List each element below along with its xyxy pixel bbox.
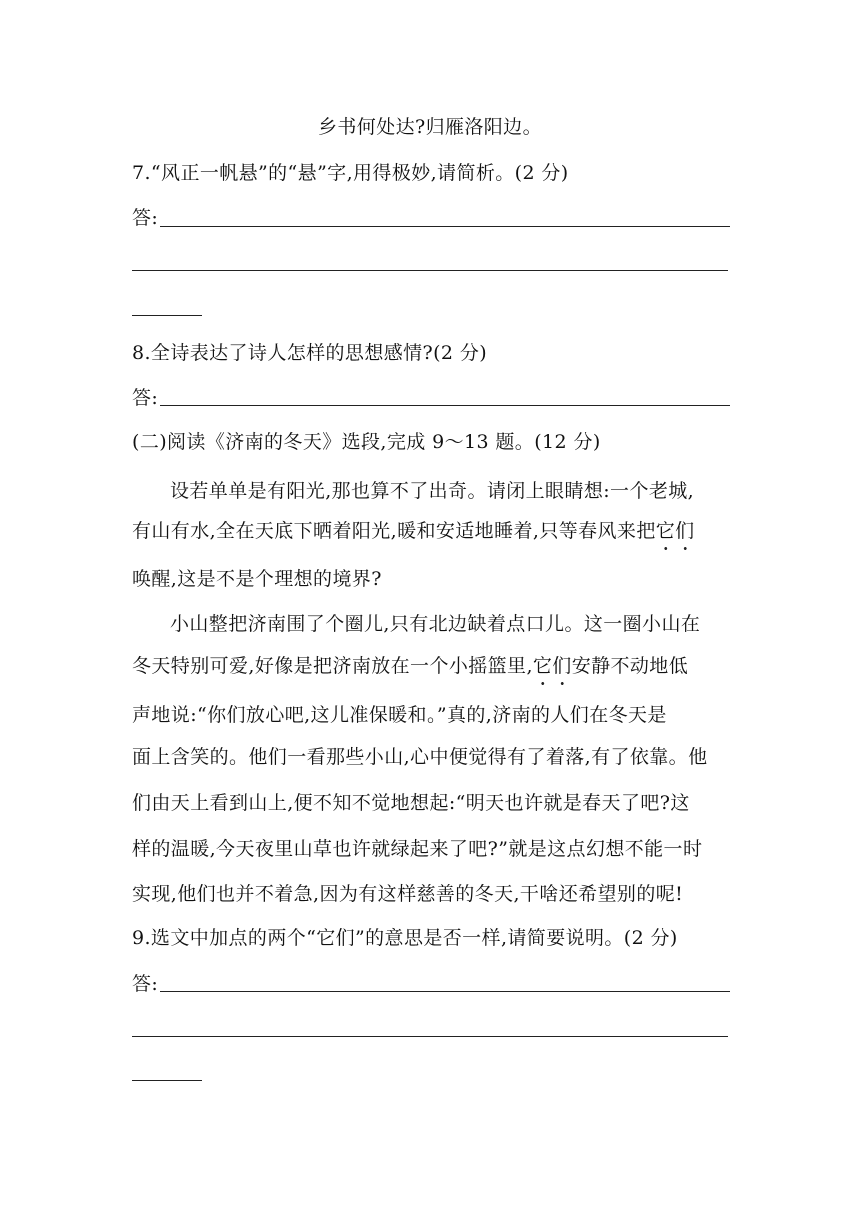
passage-p2-line-6: 样的温暖,今天夜里山草也许就绿起来了吧?”就是这点幻想不能一时	[132, 838, 703, 860]
passage-p2-line-2	[132, 653, 732, 679]
passage-text: 安静不动地低	[571, 655, 689, 677]
question-8: 8.全诗表达了诗人怎样的思想感情?(2 分)	[132, 342, 488, 364]
passage-p2-line-4: 面上含笑的。他们一看那些小山,心中便觉得有了着落,有了依靠。他	[132, 746, 708, 768]
passage-p1-line-2	[132, 518, 732, 544]
dotted-word-tamen-2: 它们	[532, 655, 572, 677]
passage-p2-line-1: 小山整把济南围了个圈儿,只有北边缺着点口儿。这一圈小山在	[170, 613, 701, 635]
poem-last-line: 乡书何处达?归雁洛阳边。	[318, 116, 542, 138]
answer-label-q7: 答:	[132, 207, 159, 229]
answer-line-q9-1[interactable]	[160, 991, 730, 992]
answer-label-q9: 答:	[132, 973, 159, 995]
answer-line-q9-3[interactable]	[132, 1080, 202, 1081]
answer-label-q8: 答:	[132, 387, 159, 409]
question-9: 9.选文中加点的两个“它们”的意思是否一样,请简要说明。(2 分)	[132, 927, 678, 949]
section-2-heading: (二)阅读《济南的冬天》选段,完成 9～13 题。(12 分)	[132, 431, 601, 453]
answer-line-q9-2[interactable]	[132, 1036, 728, 1037]
answer-line-q7-3[interactable]	[132, 315, 202, 316]
answer-line-q8-1[interactable]	[160, 405, 730, 406]
passage-p2-line-7: 实现,他们也并不着急,因为有这样慈善的冬天,干啥还希望别的呢!	[132, 883, 684, 905]
answer-line-q7-1[interactable]	[160, 226, 730, 227]
answer-line-q7-2[interactable]	[132, 270, 728, 271]
passage-p1-line-1: 设若单单是有阳光,那也算不了出奇。请闭上眼睛想:一个老城,	[170, 480, 695, 502]
dotted-word-tamen-1: 它们	[655, 520, 695, 542]
question-7: 7.“风正一帆悬”的“悬”字,用得极妙,请简析。(2 分)	[132, 162, 569, 184]
passage-text: 有山有水,全在天底下晒着阳光,暖和安适地睡着,只等春风来把	[132, 520, 656, 542]
passage-p2-line-3: 声地说:“你们放心吧,这儿准保暖和。”真的,济南的人们在冬天是	[132, 704, 667, 726]
passage-text: 冬天特别可爱,好像是把济南放在一个小摇篮里,	[132, 655, 533, 677]
passage-p1-line-3: 唤醒,这是不是个理想的境界?	[132, 568, 382, 590]
passage-p2-line-5: 们由天上看到山上,便不知不觉地想起:“明天也许就是春天了吧?这	[132, 792, 690, 814]
